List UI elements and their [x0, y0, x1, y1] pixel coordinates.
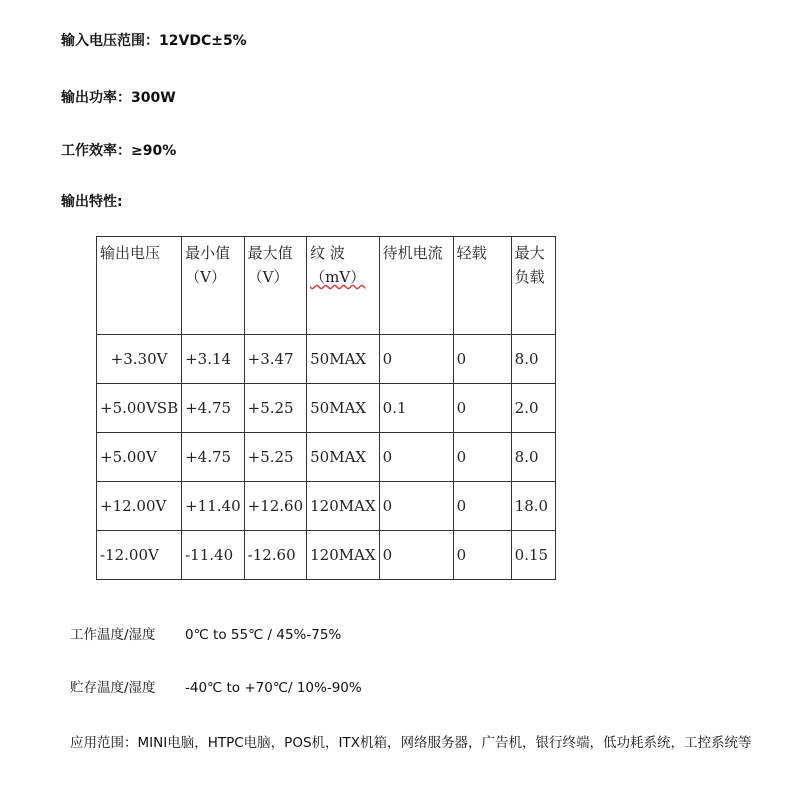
cell-standby: 0 [379, 482, 453, 531]
cell-min: +4.75 [182, 384, 245, 433]
cell-output-voltage: +12.00V [97, 482, 182, 531]
cell-max-load: 8.0 [511, 335, 555, 384]
storage-temp-humidity [70, 679, 362, 697]
operating-temp-label: 工作温度/湿度 [70, 627, 156, 643]
header-standby-current: 待机电流 [379, 237, 453, 335]
cell-max-load: 18.0 [511, 482, 555, 531]
cell-ripple: 120MAX [307, 531, 380, 580]
cell-max-load: 8.0 [511, 433, 555, 482]
cell-max-load: 2.0 [511, 384, 555, 433]
cell-standby: 0.1 [379, 384, 453, 433]
cell-ripple: 120MAX [307, 482, 380, 531]
efficiency-spec: 工作效率：≥90% [61, 143, 177, 159]
cell-ripple: 50MAX [307, 335, 380, 384]
output-characteristics-label: 输出特性: [61, 194, 123, 210]
table-row [97, 335, 556, 384]
cell-standby: 0 [379, 433, 453, 482]
cell-light-load: 0 [453, 433, 511, 482]
cell-max: +5.25 [244, 433, 307, 482]
table-row [97, 531, 556, 580]
cell-min: +11.40 [182, 482, 245, 531]
cell-output-voltage: +5.00VSB [97, 384, 182, 433]
cell-min: +4.75 [182, 433, 245, 482]
storage-temp-label: 贮存温度/湿度 [70, 680, 156, 696]
header-output-voltage: 输出电压 [97, 237, 182, 335]
cell-light-load: 0 [453, 482, 511, 531]
header-light-load: 轻载 [453, 237, 511, 335]
cell-output-voltage: -12.00V [97, 531, 182, 580]
header-ripple-unit: （mV） [310, 268, 366, 286]
cell-ripple: 50MAX [307, 384, 380, 433]
cell-standby: 0 [379, 335, 453, 384]
table-row [97, 482, 556, 531]
output-power-spec: 输出功率：300W [61, 90, 176, 106]
cell-max-load: 0.15 [511, 531, 555, 580]
cell-output-voltage: +5.00V [97, 433, 182, 482]
cell-min: -11.40 [182, 531, 245, 580]
cell-max: -12.60 [244, 531, 307, 580]
operating-temp-humidity [70, 626, 341, 644]
cell-max: +5.25 [244, 384, 307, 433]
cell-max: +3.47 [244, 335, 307, 384]
cell-max: +12.60 [244, 482, 307, 531]
application-scope: 应用范围：MINI电脑，HTPC电脑，POS机，ITX机箱，网络服务器，广告机，银行终端，低功耗系统，工控系统等 [70, 735, 752, 751]
cell-light-load: 0 [453, 384, 511, 433]
header-max: 最大值 （V） [244, 237, 307, 335]
storage-temp-value: -40℃ to +70℃/ 10%-90% [185, 680, 362, 696]
input-voltage-spec: 输入电压范围：12VDC±5% [61, 33, 247, 49]
operating-temp-value: 0℃ to 55℃ / 45%-75% [185, 627, 342, 643]
header-max-load: 最大负载 [511, 237, 555, 335]
cell-min: +3.14 [182, 335, 245, 384]
table-header-row [97, 237, 556, 335]
cell-standby: 0 [379, 531, 453, 580]
cell-output-voltage: +3.30V [97, 335, 182, 384]
header-min-unit: （V） [185, 268, 226, 286]
header-min: 最小值 （V） [182, 237, 245, 335]
header-max-unit: （V） [247, 268, 289, 286]
output-characteristics-table [96, 236, 556, 580]
table-row [97, 433, 556, 482]
table-row [97, 384, 556, 433]
cell-ripple: 50MAX [307, 433, 380, 482]
header-ripple: 纹 波 （mV） [307, 237, 380, 335]
cell-light-load: 0 [453, 335, 511, 384]
cell-light-load: 0 [453, 531, 511, 580]
